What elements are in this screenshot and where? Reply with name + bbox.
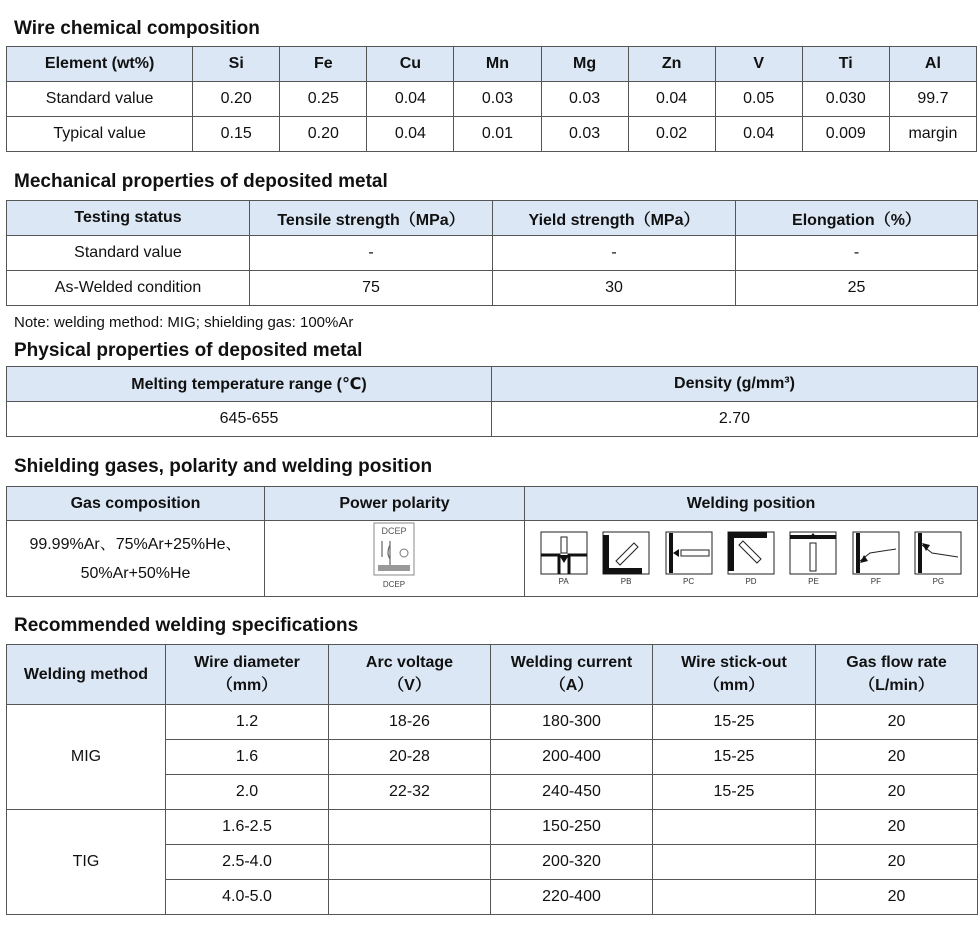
mech-cell: - [250, 236, 493, 271]
chem-cell: 0.03 [454, 82, 541, 117]
spec-cell: 1.6-2.5 [166, 810, 329, 845]
position-pf-icon [852, 531, 900, 586]
table-row [7, 705, 978, 740]
chem-cell: 0.02 [628, 117, 715, 152]
chem-header: Element (wt%) [7, 47, 193, 82]
dcep-symbol-icon [368, 521, 422, 591]
spec-cell [653, 845, 816, 880]
spec-header [329, 645, 491, 705]
spec-cell: 20 [816, 775, 978, 810]
spec-cell: 15-25 [653, 740, 816, 775]
spec-section-title: Recommended welding specifications [14, 615, 359, 636]
spec-method-cell: MIG [7, 705, 166, 810]
spec-cell [653, 810, 816, 845]
position-pg-icon [914, 531, 962, 586]
spec-cell: 20 [816, 705, 978, 740]
position-pb-icon [602, 531, 650, 586]
gas-section-title: Shielding gases, polarity and welding position [14, 456, 433, 477]
gas-composition-line: 99.99%Ar、75%Ar+25%He、 [29, 535, 242, 553]
spec-cell: 15-25 [653, 775, 816, 810]
mech-cell: 25 [736, 271, 978, 306]
gas-composition-line: 50%Ar+50%He [80, 564, 191, 582]
gas-table [6, 486, 978, 597]
chem-cell: 0.25 [280, 82, 367, 117]
chem-header: Ti [802, 47, 889, 82]
table-row [7, 810, 978, 845]
chem-header: V [715, 47, 802, 82]
mech-cell: - [493, 236, 736, 271]
mech-cell: Standard value [7, 236, 250, 271]
spec-cell: 20 [816, 810, 978, 845]
chem-section-title: Wire chemical composition [14, 18, 260, 39]
spec-cell: 1.2 [166, 705, 329, 740]
spec-cell [329, 880, 491, 915]
spec-cell: 15-25 [653, 705, 816, 740]
spec-cell: 20-28 [329, 740, 491, 775]
phys-table [6, 366, 978, 437]
chem-table [6, 46, 977, 152]
mech-cell: - [736, 236, 978, 271]
chem-cell: 0.20 [280, 117, 367, 152]
mech-cell: 75 [250, 271, 493, 306]
welding-note: Note: welding method: MIG; shielding gas: 100%Ar [14, 314, 354, 331]
spec-cell: 18-26 [329, 705, 491, 740]
chem-cell: 0.05 [715, 82, 802, 117]
spec-cell: 150-250 [491, 810, 653, 845]
mech-header: Elongation（%） [736, 201, 978, 236]
mech-header: Tensile strength（MPa） [250, 201, 493, 236]
polarity-cell [265, 521, 525, 597]
spec-header-line: Arc voltage [365, 654, 454, 671]
spec-cell: 180-300 [491, 705, 653, 740]
spec-header [816, 645, 978, 705]
position-label: PB [620, 577, 632, 586]
table-row [7, 82, 977, 117]
spec-header-line: Gas flow rate [846, 654, 947, 671]
position-label: PE [808, 577, 819, 586]
spec-header-unit: （L/min） [859, 677, 934, 694]
spec-header: Welding method [7, 645, 166, 705]
polarity-top-text: DCEP [380, 526, 407, 536]
chem-cell: 0.04 [367, 82, 454, 117]
polarity-label: DCEP [382, 580, 405, 589]
chem-cell: 0.15 [193, 117, 280, 152]
spec-header-line: Wire stick-out [681, 654, 787, 671]
position-pc-icon [665, 531, 713, 586]
chem-cell: 0.01 [454, 117, 541, 152]
mech-section-title: Mechanical properties of deposited metal [14, 171, 388, 192]
chem-cell: 0.20 [193, 82, 280, 117]
spec-cell: 200-320 [491, 845, 653, 880]
spec-cell: 4.0-5.0 [166, 880, 329, 915]
position-label: PD [745, 577, 757, 586]
chem-cell: 0.03 [541, 82, 628, 117]
table-row [7, 521, 978, 597]
spec-header [166, 645, 329, 705]
spec-cell [653, 880, 816, 915]
spec-cell: 20 [816, 845, 978, 880]
mech-cell: 30 [493, 271, 736, 306]
welding-position-cell [525, 521, 978, 597]
table-row [7, 236, 978, 271]
spec-header-line: Welding current [510, 654, 633, 671]
chem-header: Mn [454, 47, 541, 82]
spec-header [653, 645, 816, 705]
chem-cell: 0.04 [715, 117, 802, 152]
mech-table [6, 200, 978, 306]
chem-cell: Typical value [7, 117, 193, 152]
gas-header: Gas composition [7, 487, 265, 521]
chem-header: Fe [280, 47, 367, 82]
chem-header: Mg [541, 47, 628, 82]
chem-cell: 0.04 [628, 82, 715, 117]
dcep-polarity-icon [368, 521, 422, 591]
chem-cell: 0.030 [802, 82, 889, 117]
mech-header: Yield strength（MPa） [493, 201, 736, 236]
position-label: PC [682, 577, 695, 586]
spec-cell [329, 810, 491, 845]
chem-header: Cu [367, 47, 454, 82]
chem-cell: 99.7 [889, 82, 976, 117]
spec-header-unit: （mm） [216, 677, 278, 694]
gas-header: Power polarity [265, 487, 525, 521]
gas-composition-cell [7, 521, 265, 597]
phys-cell: 645-655 [7, 402, 492, 437]
phys-header: Melting temperature range (℃) [7, 367, 492, 402]
table-row [7, 271, 978, 306]
chem-cell: 0.04 [367, 117, 454, 152]
spec-cell: 240-450 [491, 775, 653, 810]
spec-cell: 20 [816, 880, 978, 915]
table-row [7, 402, 978, 437]
gas-header: Welding position [525, 487, 978, 521]
position-label: PA [558, 577, 569, 586]
spec-cell: 1.6 [166, 740, 329, 775]
spec-cell: 2.0 [166, 775, 329, 810]
chem-header: Al [889, 47, 976, 82]
spec-cell: 200-400 [491, 740, 653, 775]
spec-cell: 220-400 [491, 880, 653, 915]
position-pe-icon [789, 531, 837, 586]
position-pa-icon [540, 531, 588, 586]
spec-method-cell: TIG [7, 810, 166, 915]
position-label: PG [932, 577, 945, 586]
spec-cell [329, 845, 491, 880]
table-row [7, 117, 977, 152]
chem-header: Zn [628, 47, 715, 82]
mech-header: Testing status [7, 201, 250, 236]
phys-section-title: Physical properties of deposited metal [14, 340, 363, 361]
position-pd-icon [727, 531, 775, 586]
spec-header-line: Wire diameter [194, 654, 300, 671]
chem-cell: Standard value [7, 82, 193, 117]
spec-header-unit: （mm） [703, 677, 765, 694]
chem-cell: 0.009 [802, 117, 889, 152]
position-label: PF [870, 577, 882, 586]
chem-cell: margin [889, 117, 976, 152]
chem-header: Si [193, 47, 280, 82]
spec-header-unit: （V） [388, 677, 431, 694]
phys-header: Density (g/mm³) [492, 367, 978, 402]
spec-cell: 20 [816, 740, 978, 775]
spec-table [6, 644, 978, 915]
mech-cell: As-Welded condition [7, 271, 250, 306]
spec-header-unit: （A） [549, 677, 594, 694]
chem-cell: 0.03 [541, 117, 628, 152]
spec-header [491, 645, 653, 705]
phys-cell: 2.70 [492, 402, 978, 437]
spec-cell: 22-32 [329, 775, 491, 810]
spec-cell: 2.5-4.0 [166, 845, 329, 880]
